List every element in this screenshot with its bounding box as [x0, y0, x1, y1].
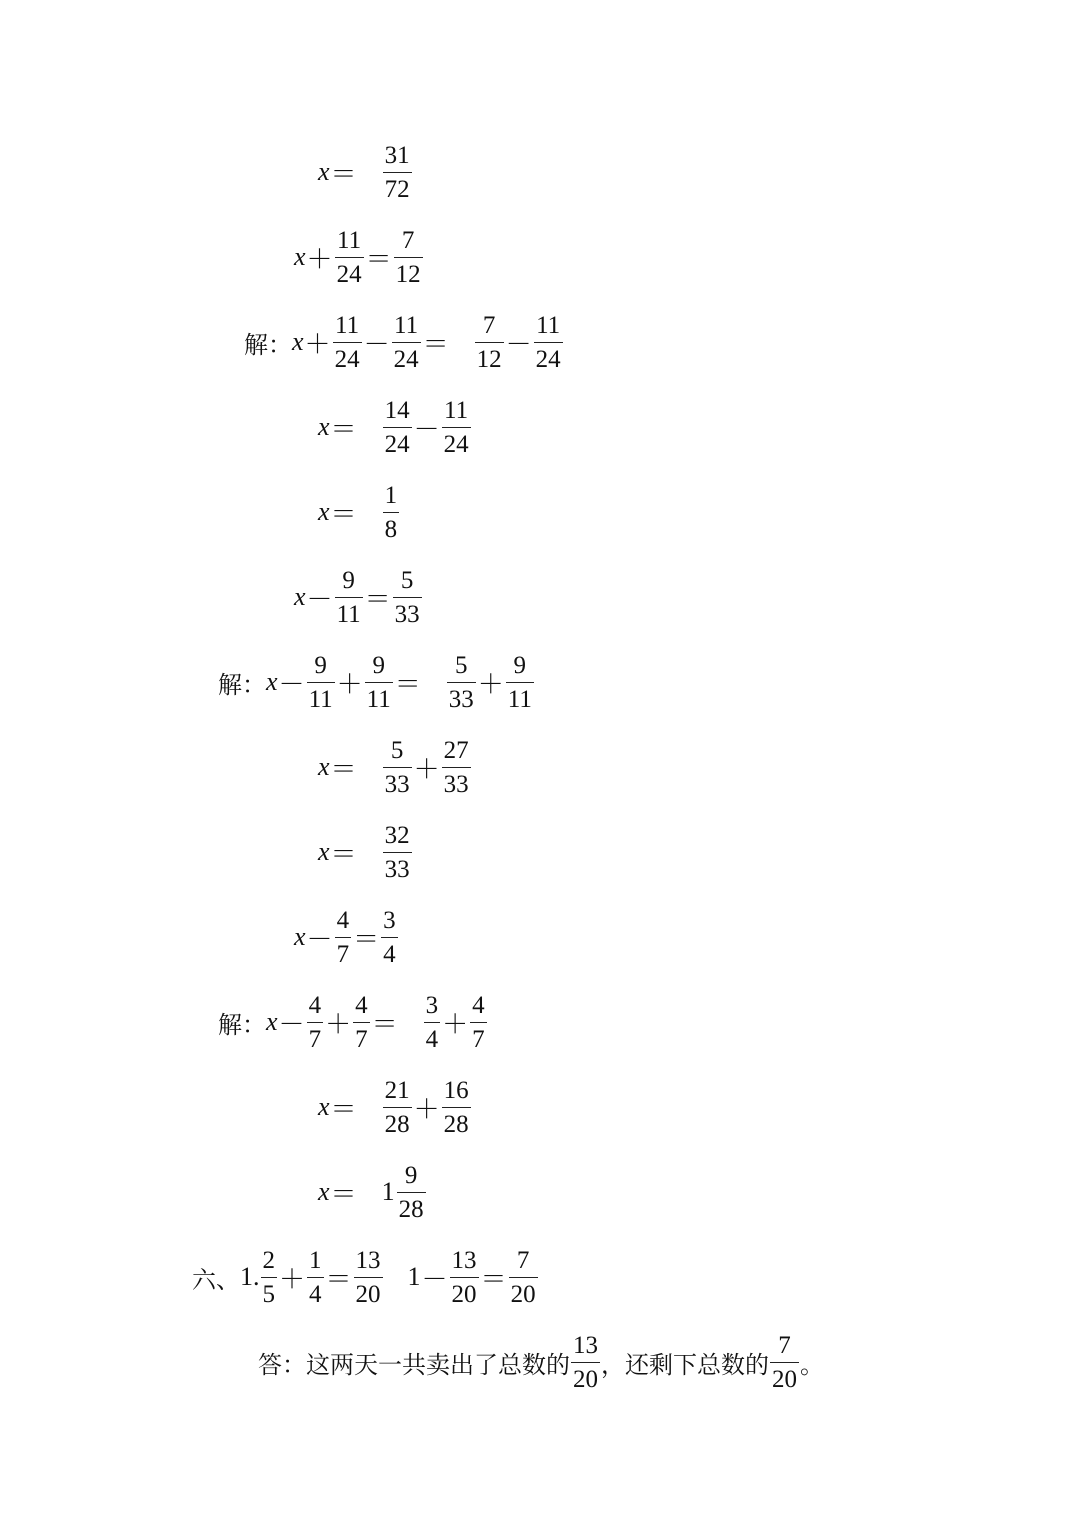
fraction-bar	[383, 1107, 412, 1108]
variable: x	[318, 412, 330, 441]
fraction-numerator: 1	[384, 481, 398, 509]
fraction-bar	[307, 682, 335, 683]
text-label: 解：	[218, 1010, 266, 1039]
fraction-bar	[383, 767, 412, 768]
fraction-numerator: 11	[536, 311, 561, 339]
fraction-bar	[383, 172, 412, 173]
fraction-bar	[335, 937, 352, 938]
fraction-denominator: 12	[476, 345, 502, 373]
fraction-denominator: 12	[395, 260, 421, 288]
fraction-numerator: 13	[451, 1246, 477, 1274]
fraction	[383, 481, 400, 544]
fraction-denominator: 7	[308, 1025, 322, 1053]
fraction-bar	[509, 1277, 538, 1278]
fraction	[442, 396, 471, 459]
fraction	[333, 311, 362, 374]
fraction	[470, 991, 487, 1054]
fraction-numerator: 5	[400, 566, 414, 594]
equation-line	[318, 732, 472, 802]
operator: ＝	[330, 1179, 357, 1209]
fraction-numerator: 4	[308, 991, 322, 1019]
fraction-numerator: 9	[314, 651, 327, 679]
fraction	[397, 1161, 426, 1224]
fraction-numerator: 11	[337, 226, 362, 254]
fraction	[447, 651, 476, 714]
fraction-bar	[365, 682, 393, 683]
fraction-denominator: 28	[398, 1195, 424, 1223]
fraction-numerator: 16	[443, 1076, 469, 1104]
text-label: 解：	[218, 670, 266, 699]
equation-line	[318, 137, 413, 207]
fraction	[442, 736, 471, 799]
fraction-bar	[450, 1277, 479, 1278]
fraction	[335, 226, 364, 289]
fraction-denominator: 4	[383, 940, 396, 968]
equation-line	[318, 817, 413, 887]
equation-line	[258, 1327, 824, 1397]
fraction-numerator: 3	[425, 991, 439, 1019]
fraction-denominator: 33	[443, 770, 469, 798]
fraction	[383, 1076, 412, 1139]
operator: ＝	[330, 159, 357, 189]
fraction-denominator: 20	[573, 1365, 598, 1393]
fraction-bar	[393, 597, 422, 598]
fraction-bar	[447, 682, 476, 683]
equation-line	[244, 307, 564, 377]
operator: ＋	[304, 329, 331, 359]
variable: x	[266, 1007, 278, 1036]
fraction-numerator: 11	[335, 311, 360, 339]
fraction-numerator: 7	[401, 226, 415, 254]
equation-line	[294, 222, 424, 292]
fraction-numerator: 9	[404, 1161, 418, 1189]
fraction-bar	[475, 342, 504, 343]
fraction-denominator: 24	[384, 430, 410, 458]
fraction-numerator: 5	[390, 736, 404, 764]
equation-line	[318, 1157, 427, 1227]
fraction-numerator: 9	[372, 651, 385, 679]
fraction	[450, 1246, 479, 1309]
fraction	[534, 311, 563, 374]
equation-line	[218, 647, 535, 717]
fraction-denominator: 72	[384, 175, 410, 203]
fraction-numerator: 7	[778, 1331, 791, 1359]
operator: ＋	[413, 754, 440, 784]
variable: x	[266, 667, 278, 696]
fraction	[307, 1246, 324, 1309]
operator: －	[278, 1009, 305, 1039]
operator: ＝	[365, 244, 392, 274]
operator: ＝	[422, 329, 449, 359]
fraction-denominator: 33	[448, 685, 474, 713]
fraction-bar	[383, 512, 400, 513]
operator: ＝	[371, 1009, 398, 1039]
fraction-numerator: 7	[482, 311, 496, 339]
fraction-denominator: 11	[366, 685, 391, 713]
fraction-bar	[335, 257, 364, 258]
fraction	[393, 566, 422, 629]
whole-number: 1	[381, 1177, 395, 1206]
operator: ＋	[477, 669, 504, 699]
operator: ＝	[330, 754, 357, 784]
fraction-numerator: 1	[309, 1246, 322, 1274]
fraction	[335, 906, 352, 969]
fraction-bar	[381, 937, 398, 938]
fraction-numerator: 21	[384, 1076, 410, 1104]
fraction-denominator: 20	[772, 1365, 797, 1393]
fraction	[392, 311, 421, 374]
operator: －	[306, 584, 333, 614]
fraction-numerator: 13	[573, 1331, 598, 1359]
fraction-numerator: 11	[394, 311, 419, 339]
fraction-denominator: 28	[443, 1110, 469, 1138]
fraction-bar	[442, 767, 471, 768]
fraction-denominator: 33	[384, 855, 410, 883]
fraction	[383, 736, 412, 799]
fraction-denominator: 24	[535, 345, 561, 373]
variable: x	[292, 327, 304, 356]
fraction-numerator: 9	[342, 566, 355, 594]
operator: ＝	[364, 584, 391, 614]
variable: x	[318, 837, 330, 866]
fraction-bar	[383, 852, 412, 853]
fraction	[307, 651, 335, 714]
fraction-denominator: 28	[384, 1110, 410, 1138]
fraction-denominator: 33	[394, 600, 420, 628]
operator: －	[413, 414, 440, 444]
operator: ＋	[325, 1009, 352, 1039]
equation-line	[294, 562, 423, 632]
fraction-denominator: 11	[308, 685, 333, 713]
fraction-numerator: 13	[355, 1246, 381, 1274]
fraction-denominator: 24	[393, 345, 419, 373]
variable: x	[294, 242, 306, 271]
variable: x	[294, 582, 306, 611]
text-label: 六、	[192, 1265, 240, 1294]
variable: x	[318, 1092, 330, 1121]
fraction-denominator: 20	[451, 1280, 477, 1308]
fraction	[354, 1246, 383, 1309]
fraction-bar	[353, 1022, 370, 1023]
operator: ＝	[480, 1264, 507, 1294]
operator: －	[421, 1264, 448, 1294]
operator: ＝	[330, 414, 357, 444]
operator: ＋	[279, 1264, 306, 1294]
fraction-denominator: 11	[336, 600, 361, 628]
operator: ＝	[353, 924, 380, 954]
fraction-numerator: 4	[355, 991, 368, 1019]
fraction-denominator: 20	[510, 1280, 536, 1308]
fraction-numerator: 2	[262, 1246, 275, 1274]
fraction	[335, 566, 363, 629]
fraction-numerator: 4	[472, 991, 485, 1019]
fraction	[383, 141, 412, 204]
text-label: 答：这两天一共卖出了总数的	[258, 1350, 570, 1379]
fraction	[770, 1331, 799, 1394]
fraction-bar	[397, 1192, 426, 1193]
fraction	[307, 991, 324, 1054]
fraction	[442, 1076, 471, 1139]
equation-line	[318, 477, 400, 547]
fraction-bar	[333, 342, 362, 343]
fraction-bar	[534, 342, 563, 343]
fraction	[365, 651, 393, 714]
fraction-bar	[394, 257, 423, 258]
fraction-numerator: 9	[513, 651, 527, 679]
fraction-denominator: 8	[384, 515, 398, 543]
equation-line	[218, 987, 488, 1057]
fraction	[353, 991, 370, 1054]
variable: x	[294, 922, 306, 951]
fraction-bar	[307, 1022, 324, 1023]
operator: ＋	[336, 669, 363, 699]
fraction-bar	[383, 427, 412, 428]
fraction-denominator: 4	[425, 1025, 439, 1053]
fraction-bar	[307, 1277, 324, 1278]
equation-line	[294, 902, 399, 972]
fraction-bar	[261, 1277, 278, 1278]
fraction-bar	[470, 1022, 487, 1023]
fraction-bar	[335, 597, 363, 598]
fraction	[394, 226, 423, 289]
fraction	[571, 1331, 600, 1394]
operator: ＋	[306, 244, 333, 274]
variable: x	[318, 752, 330, 781]
fraction-denominator: 7	[355, 1025, 368, 1053]
fraction-bar	[424, 1022, 441, 1023]
fraction	[506, 651, 534, 714]
text-label: 。	[800, 1350, 824, 1379]
variable: x	[318, 1177, 330, 1206]
operator: ＝	[330, 1094, 357, 1124]
fraction-bar	[392, 342, 421, 343]
equation-line	[318, 1072, 472, 1142]
fraction-bar	[571, 1362, 600, 1363]
operator: －	[505, 329, 532, 359]
operator: －	[278, 669, 305, 699]
fraction-numerator: 7	[516, 1246, 530, 1274]
fraction-denominator: 24	[334, 345, 360, 373]
fraction	[475, 311, 504, 374]
fraction-bar	[506, 682, 534, 683]
operator: ＝	[325, 1264, 352, 1294]
fraction	[509, 1246, 538, 1309]
operator: ＋	[413, 1094, 440, 1124]
fraction-denominator: 4	[309, 1280, 322, 1308]
fraction-numerator: 32	[384, 821, 410, 849]
fraction-denominator: 24	[336, 260, 362, 288]
variable: x	[318, 497, 330, 526]
operator: ＝	[394, 669, 421, 699]
text-label: 解：	[244, 330, 292, 359]
operator: －	[306, 924, 333, 954]
operator: ＝	[330, 499, 357, 529]
fraction-numerator: 31	[384, 141, 410, 169]
operator: －	[363, 329, 390, 359]
fraction-bar	[442, 427, 471, 428]
variable: x	[318, 157, 330, 186]
fraction-bar	[770, 1362, 799, 1363]
fraction-denominator: 5	[262, 1280, 275, 1308]
fraction-denominator: 24	[443, 430, 469, 458]
fraction-denominator: 11	[507, 685, 532, 713]
fraction-numerator: 14	[384, 396, 410, 424]
fraction-denominator: 20	[355, 1280, 381, 1308]
fraction-denominator: 33	[384, 770, 410, 798]
number-text: 1	[407, 1262, 421, 1291]
fraction	[424, 991, 441, 1054]
number-text: 1.	[240, 1262, 260, 1291]
equation-line	[318, 392, 472, 462]
fraction-numerator: 5	[455, 651, 468, 679]
fraction-bar	[442, 1107, 471, 1108]
fraction-denominator: 7	[336, 940, 350, 968]
fraction	[383, 821, 412, 884]
fraction-numerator: 4	[336, 906, 350, 934]
text-label: ，还剩下总数的	[601, 1350, 769, 1379]
operator: ＋	[442, 1009, 469, 1039]
fraction	[381, 906, 398, 969]
fraction-numerator: 27	[443, 736, 469, 764]
fraction-numerator: 3	[383, 906, 396, 934]
operator: ＝	[330, 839, 357, 869]
fraction	[261, 1246, 278, 1309]
fraction-numerator: 11	[444, 396, 469, 424]
fraction	[383, 396, 412, 459]
equation-line	[192, 1242, 539, 1312]
fraction-denominator: 7	[472, 1025, 485, 1053]
fraction-bar	[354, 1277, 383, 1278]
